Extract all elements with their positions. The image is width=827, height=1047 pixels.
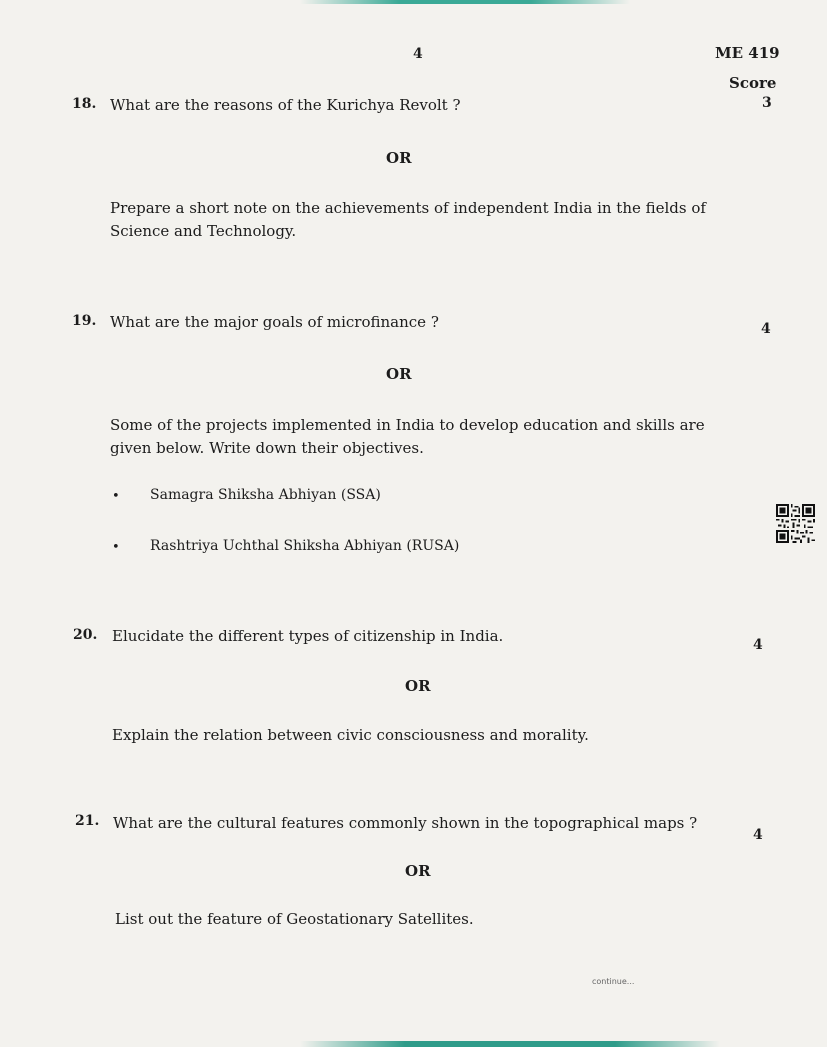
top-edge-decoration (300, 0, 630, 4)
question-text: What are the reasons of the Kurichya Revolt ? (110, 96, 461, 114)
score-label: Score (729, 74, 777, 92)
bullet-item: Rashtriya Uchthal Shiksha Abhiyan (RUSA) (150, 538, 460, 554)
alternative-question: Prepare a short note on the achievements of independent India in the fields of Science and Technology. (110, 199, 706, 240)
question-text: Elucidate the different types of citizenship in India. (112, 627, 504, 645)
bullet-icon: • (112, 540, 120, 555)
alternative-question: Some of the projects implemented in India to develop education and skills are given below. Write down their objectives. (110, 416, 705, 457)
question-text: What are the cultural features commonly shown in the topographical maps ? (113, 814, 698, 832)
continue-note: continue... (592, 977, 635, 986)
bottom-edge-decoration (300, 1041, 720, 1047)
alternative-question: List out the feature of Geostationary Satellites. (115, 910, 474, 928)
alternative-question: Explain the relation between civic consciousness and morality. (112, 726, 589, 744)
question-number: 21. (75, 813, 100, 829)
question-score: 3 (762, 95, 772, 111)
question-score: 4 (753, 637, 763, 653)
or-label: OR (386, 149, 412, 167)
or-label: OR (386, 365, 412, 383)
bullet-item: Samagra Shiksha Abhiyan (SSA) (150, 487, 381, 503)
bullet-icon: • (112, 489, 120, 504)
question-score: 4 (761, 321, 771, 337)
paper-code: ME 419 (715, 44, 780, 62)
page-number: 4 (413, 46, 423, 62)
question-number: 19. (72, 313, 97, 329)
question-number: 20. (73, 627, 98, 643)
or-label: OR (405, 862, 431, 880)
question-number: 18. (72, 96, 97, 112)
qr-code-icon (776, 504, 815, 543)
question-score: 4 (753, 827, 763, 843)
question-text: What are the major goals of microfinance ? (110, 313, 439, 331)
or-label: OR (405, 677, 431, 695)
